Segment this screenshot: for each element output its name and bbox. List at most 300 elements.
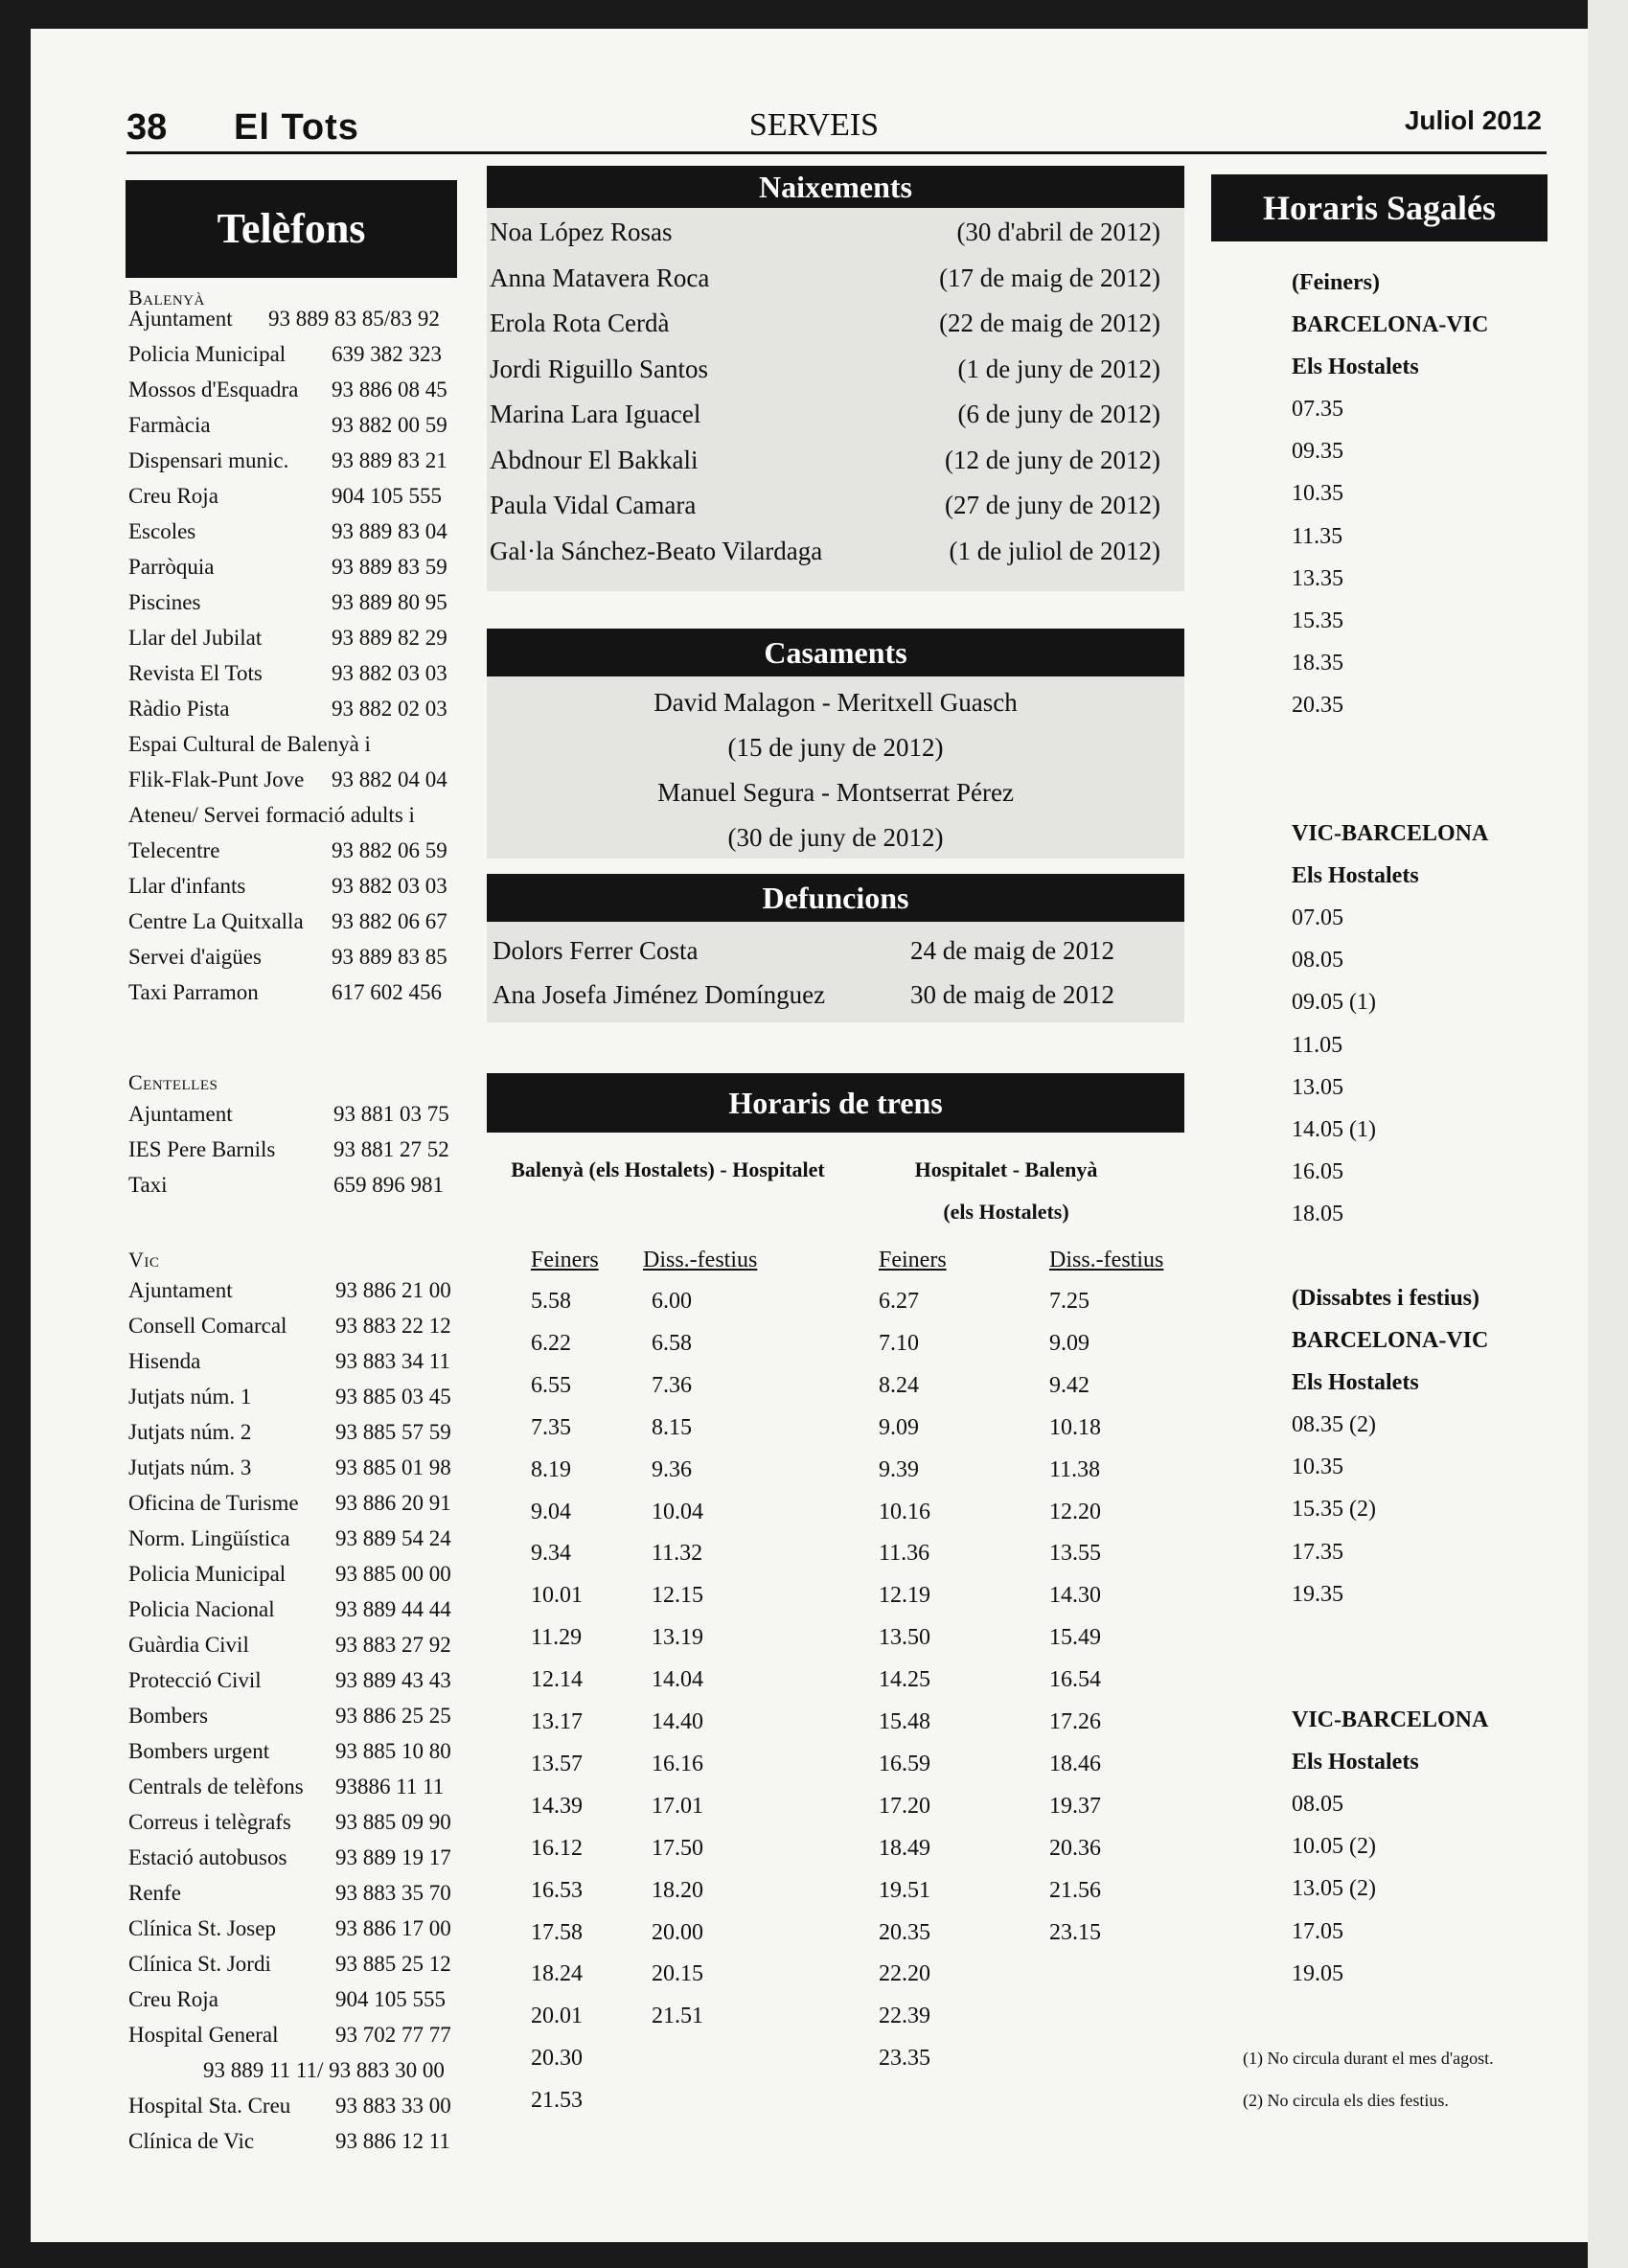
train-time-b-feiners: 11.36: [879, 1541, 930, 1567]
bus-time: 13.05 (2): [1292, 1876, 1376, 1902]
train-time-b-feiners: 22.39: [879, 2004, 930, 2029]
phone-number: 93 886 21 00: [335, 1278, 451, 1302]
train-time-a-feiners: 10.01: [531, 1583, 583, 1609]
bus-time: 10.05 (2): [1292, 1834, 1376, 1860]
route-b-feiners-header: Feiners: [879, 1248, 947, 1272]
phone-number: 93 882 03 03: [332, 874, 447, 898]
bus-time: 09.05 (1): [1292, 990, 1376, 1016]
phone-number: 93 881 03 75: [333, 1102, 449, 1126]
bus-time: 14.05 (1): [1292, 1117, 1376, 1142]
phone-label: Jutjats núm. 2: [128, 1420, 252, 1444]
train-time-a-festius: 14.04: [652, 1667, 703, 1693]
train-time-a-festius: 7.36: [652, 1372, 692, 1398]
phone-label: Hisenda: [128, 1349, 201, 1373]
bus-time: 17.05: [1292, 1918, 1343, 1944]
phone-row: [128, 1491, 473, 1520]
phone-row: [128, 1775, 473, 1803]
train-time-b-festius: 9.42: [1049, 1372, 1089, 1398]
phone-number: 93 883 35 70: [335, 1881, 451, 1905]
phone-label: Norm. Lingüística: [128, 1526, 290, 1550]
sagales-route-bcn-vic-2: BARCELONA-VIC: [1292, 1328, 1489, 1353]
bus-time: 13.35: [1292, 565, 1343, 591]
phone-row: [128, 1987, 473, 2016]
phone-number: 93 889 54 24: [335, 1526, 451, 1550]
phone-label: Hospital General: [128, 2023, 279, 2047]
death-name-1: Dolors Ferrer Costa: [493, 936, 699, 965]
route-a-heading: Balenyà (els Hostalets) - Hospitalet: [511, 1157, 825, 1181]
train-time-b-festius: 19.37: [1049, 1793, 1101, 1819]
sagales-route-bcn-vic-1: BARCELONA-VIC: [1292, 312, 1489, 337]
birth-row: [490, 537, 1160, 575]
birth-row: [490, 355, 1160, 393]
phone-label: Flik-Flak-Punt Jove: [128, 767, 305, 791]
train-time-b-festius: 12.20: [1049, 1499, 1101, 1524]
phone-label: Jutjats núm. 3: [128, 1455, 252, 1479]
phone-row: [128, 1916, 473, 1945]
phone-row: [128, 1952, 473, 1981]
phone-label: IES Pere Barnils: [128, 1137, 276, 1161]
phone-number: 93 702 77 77: [335, 2023, 451, 2047]
train-time-b-feiners: 10.16: [879, 1499, 930, 1524]
phone-row: [128, 1845, 473, 1874]
phone-row: [128, 484, 473, 513]
phone-number: 93 889 43 43: [335, 1668, 451, 1692]
phone-number: 93 883 27 92: [335, 1633, 451, 1657]
train-time-b-feiners: 15.48: [879, 1709, 930, 1734]
phone-label: Creu Roja: [128, 1987, 218, 2011]
phone-label: Revista El Tots: [128, 661, 263, 685]
casaments-title: Casaments: [487, 629, 1184, 676]
bus-time: 10.35: [1292, 481, 1343, 507]
phone-label: Clínica de Vic: [128, 2129, 255, 2153]
route-b-heading-1: Hospitalet - Balenyà: [914, 1157, 1098, 1181]
phone-row: [128, 2129, 473, 2158]
train-time-a-feiners: 20.01: [531, 2004, 583, 2029]
phone-label: Ateneu/ Servei formació adults i: [128, 803, 415, 827]
train-time-a-festius: 14.40: [652, 1709, 703, 1734]
phone-label: Policia Municipal: [128, 342, 287, 366]
train-time-a-festius: 9.36: [652, 1456, 692, 1482]
phone-row: [128, 661, 473, 690]
birth-name: Gal·la Sánchez-Beato Vilardaga: [490, 536, 823, 565]
phone-row: [128, 1881, 473, 1910]
sagales-stop-1: Els Hostalets: [1292, 355, 1419, 379]
bus-time: 18.05: [1292, 1202, 1343, 1227]
phone-row: [128, 1455, 473, 1484]
phone-row: [128, 1526, 473, 1555]
train-time-a-feiners: 5.58: [531, 1289, 571, 1314]
train-time-a-festius: 16.16: [652, 1751, 703, 1776]
phone-label: Escoles: [128, 519, 196, 543]
phone-row: [128, 1739, 473, 1768]
phone-label: Jutjats núm. 1: [128, 1385, 252, 1409]
train-time-a-feiners: 18.24: [531, 1961, 583, 1987]
phone-label: Renfe: [128, 1881, 181, 1905]
phone-number: 93 886 12 11: [335, 2129, 450, 2153]
phone-number: 93 889 83 85: [332, 945, 447, 969]
phone-label: Clínica St. Josep: [128, 1916, 276, 1940]
section-title: SERVEIS: [748, 107, 880, 143]
phone-number: 93 885 25 12: [335, 1952, 451, 1976]
birth-row: [490, 446, 1160, 484]
bus-time: 09.35: [1292, 439, 1343, 465]
phone-label: Telecentre: [128, 838, 220, 862]
birth-name: Paula Vidal Camara: [490, 491, 697, 519]
train-time-a-festius: 10.04: [652, 1499, 703, 1524]
train-time-b-feiners: 7.10: [879, 1330, 919, 1356]
phone-label: Llar d'infants: [128, 874, 246, 898]
phone-label: Farmàcia: [128, 413, 211, 437]
train-time-b-festius: 7.25: [1049, 1289, 1089, 1314]
footnote-1: (1) No circula durant el mes d'agost.: [1243, 2049, 1494, 2068]
phone-number: 93 886 20 91: [335, 1491, 451, 1515]
train-time-b-feiners: 20.35: [879, 1919, 930, 1945]
phone-row: [128, 803, 473, 832]
phone-number: 93 885 10 80: [335, 1739, 451, 1763]
birth-date: (17 de maig de 2012): [939, 263, 1160, 292]
phone-row: [128, 1810, 473, 1839]
naixements-title: Naixements: [487, 166, 1184, 208]
phone-row: [128, 1173, 473, 1202]
birth-date: (27 de juny de 2012): [945, 491, 1160, 519]
bus-time: 19.05: [1292, 1960, 1343, 1986]
phone-label: Clínica St. Jordi: [128, 1952, 271, 1976]
train-time-b-festius: 18.46: [1049, 1751, 1101, 1776]
phone-row: [128, 1562, 473, 1591]
train-time-b-festius: 16.54: [1049, 1667, 1101, 1693]
phone-row: [128, 980, 473, 1009]
wedding-couple-1: David Malagon - Meritxell Guasch: [653, 688, 1018, 717]
bus-time: 16.05: [1292, 1159, 1343, 1185]
phone-group-heading: Centelles: [128, 1070, 218, 1094]
sagales-title: Horaris Sagalés: [1211, 174, 1548, 241]
phone-number: 93 882 06 67: [332, 909, 447, 933]
phone-label: Ràdio Pista: [128, 697, 230, 721]
issue-date: Juliol 2012: [1404, 105, 1542, 135]
train-time-a-feiners: 16.53: [531, 1877, 583, 1903]
phone-row: [128, 307, 473, 335]
train-time-a-festius: 13.19: [652, 1625, 703, 1651]
train-time-a-festius: 11.32: [652, 1541, 703, 1567]
train-time-b-feiners: 13.50: [879, 1625, 930, 1651]
bus-time: 10.35: [1292, 1455, 1343, 1480]
phone-row: [128, 1597, 473, 1626]
train-time-b-feiners: 16.59: [879, 1751, 930, 1776]
phone-label: Centrals de telèfons: [128, 1775, 304, 1798]
phone-row: [128, 1137, 473, 1166]
phone-label: Taxi Parramon: [128, 980, 259, 1004]
phone-row: [128, 1314, 473, 1342]
phone-number: 617 602 456: [332, 980, 442, 1004]
bus-time: 11.05: [1292, 1032, 1343, 1058]
phone-number: 93 889 83 04: [332, 519, 447, 543]
phone-number: 93 889 19 17: [335, 1845, 451, 1869]
phone-number: 93 883 34 11: [335, 1349, 450, 1373]
phone-number: 659 896 981: [333, 1173, 444, 1197]
phone-number: 93 885 01 98: [335, 1455, 451, 1479]
phone-number: 904 105 555: [332, 484, 442, 508]
birth-row: [490, 218, 1160, 256]
birth-name: Marina Lara Iguacel: [490, 400, 701, 428]
death-name-2: Ana Josefa Jiménez Domínguez: [493, 980, 826, 1009]
bus-time: 15.35 (2): [1292, 1497, 1376, 1523]
phone-label: Ajuntament: [128, 307, 233, 331]
bus-time: 08.05: [1292, 1792, 1343, 1817]
train-time-b-festius: 17.26: [1049, 1709, 1101, 1734]
phone-row: [128, 909, 473, 938]
train-time-b-feiners: 18.49: [879, 1835, 930, 1861]
train-time-a-festius: 8.15: [652, 1414, 692, 1440]
phone-number: 93 886 17 00: [335, 1916, 451, 1940]
phone-row: [128, 1102, 473, 1131]
death-date-1: 24 de maig de 2012: [910, 936, 1114, 965]
sagales-route-vic-bcn-2: VIC-BARCELONA: [1292, 1707, 1489, 1732]
sagales-stop-2: Els Hostalets: [1292, 863, 1419, 888]
birth-date: (12 de juny de 2012): [945, 445, 1160, 474]
train-time-a-feiners: 13.57: [531, 1751, 583, 1776]
birth-date: (1 de juliol de 2012): [949, 536, 1160, 565]
phone-group-heading: Vic: [128, 1248, 160, 1271]
phone-number: 93 881 27 52: [333, 1137, 449, 1161]
birth-date: (30 d'abril de 2012): [956, 218, 1160, 246]
birth-date: (1 de juny de 2012): [957, 354, 1160, 383]
phone-number: 93 889 83 85/83 92: [268, 307, 440, 331]
phone-number: 93 889 11 11/ 93 883 30 00: [203, 2058, 445, 2082]
train-time-b-feiners: 17.20: [879, 1793, 930, 1819]
phone-number: 93 889 83 21: [332, 448, 447, 472]
phone-row: [128, 1349, 473, 1378]
train-time-a-feiners: 9.04: [531, 1499, 571, 1524]
birth-name: Anna Matavera Roca: [490, 263, 710, 292]
phone-number: 93 882 03 03: [332, 661, 447, 685]
train-time-a-feiners: 6.22: [531, 1330, 571, 1356]
wedding-date-1: (15 de juny de 2012): [727, 733, 944, 762]
train-time-a-feiners: 16.12: [531, 1835, 583, 1861]
phone-label: Espai Cultural de Balenyà i: [128, 732, 371, 756]
phone-label: Parròquia: [128, 555, 215, 579]
train-time-b-festius: 11.38: [1049, 1456, 1101, 1482]
sagales-stop-3: Els Hostalets: [1292, 1370, 1419, 1395]
phone-row: [128, 1633, 473, 1661]
phone-number: 93886 11 11: [335, 1775, 445, 1798]
train-time-b-feiners: 6.27: [879, 1289, 919, 1314]
bus-time: 20.35: [1292, 693, 1343, 719]
phone-number: 93 889 44 44: [335, 1597, 451, 1621]
route-b-festius-header: Diss.-festius: [1049, 1248, 1164, 1272]
train-time-a-feiners: 21.53: [531, 2088, 583, 2114]
bus-time: 17.35: [1292, 1539, 1343, 1565]
train-time-a-festius: 21.51: [652, 2004, 703, 2029]
train-time-a-feiners: 11.29: [531, 1625, 583, 1651]
birth-row: [490, 309, 1160, 347]
phone-row: [128, 838, 473, 867]
wedding-date-2: (30 de juny de 2012): [727, 823, 944, 852]
wedding-couple-2: Manuel Segura - Montserrat Pérez: [657, 778, 1014, 807]
phone-number: 93 889 82 29: [332, 626, 447, 650]
train-time-b-feiners: 8.24: [879, 1372, 919, 1398]
phone-row: [128, 945, 473, 974]
phone-label: Mossos d'Esquadra: [128, 378, 299, 401]
train-time-a-festius: 12.15: [652, 1583, 703, 1609]
phone-row: [128, 697, 473, 725]
train-time-a-feiners: 7.35: [531, 1414, 571, 1440]
phone-label: Policia Nacional: [128, 1597, 275, 1621]
train-time-b-feiners: 12.19: [879, 1583, 930, 1609]
phone-number: 904 105 555: [335, 1987, 446, 2011]
train-time-b-festius: 23.15: [1049, 1919, 1101, 1945]
birth-row: [490, 400, 1160, 438]
bus-time: 07.35: [1292, 397, 1343, 422]
phone-label: Consell Comarcal: [128, 1314, 287, 1338]
phone-label: Protecció Civil: [128, 1668, 262, 1692]
phone-number: 93 886 08 45: [332, 378, 447, 401]
phone-number: 93 885 00 00: [335, 1562, 451, 1586]
phone-label: Ajuntament: [128, 1278, 233, 1302]
phone-label: Bombers urgent: [128, 1739, 270, 1763]
publication-name: El Tots: [234, 107, 359, 148]
train-time-b-feiners: 22.20: [879, 1961, 930, 1987]
bus-time: 08.05: [1292, 948, 1343, 974]
phone-row: [128, 767, 473, 796]
birth-date: (6 de juny de 2012): [957, 400, 1160, 428]
phone-number: 93 882 02 03: [332, 697, 447, 721]
page-number: 38: [126, 107, 168, 148]
bus-time: 18.35: [1292, 651, 1343, 676]
phone-row: [128, 732, 473, 761]
birth-name: Erola Rota Cerdà: [490, 309, 670, 337]
sagales-stop-4: Els Hostalets: [1292, 1750, 1419, 1775]
train-time-a-feiners: 17.58: [531, 1919, 583, 1945]
train-time-a-festius: 17.01: [652, 1793, 703, 1819]
phone-label: Servei d'aigües: [128, 945, 262, 969]
birth-name: Abdnour El Bakkali: [490, 445, 699, 474]
bus-time: 11.35: [1292, 523, 1343, 549]
train-time-b-festius: 10.18: [1049, 1414, 1101, 1440]
phone-row: [128, 519, 473, 548]
train-time-a-feiners: 14.39: [531, 1793, 583, 1819]
birth-date: (22 de maig de 2012): [939, 309, 1160, 337]
phone-number: 93 886 25 25: [335, 1704, 451, 1728]
phone-row: [128, 2094, 473, 2122]
bus-time: 19.35: [1292, 1581, 1343, 1607]
phone-row: [128, 413, 473, 442]
phone-label: Oficina de Turisme: [128, 1491, 299, 1515]
header-rule: [126, 151, 1547, 154]
train-time-b-feiners: 19.51: [879, 1877, 930, 1903]
phone-number: 93 883 33 00: [335, 2094, 451, 2118]
train-time-a-feiners: 9.34: [531, 1541, 571, 1567]
trens-title: Horaris de trens: [487, 1073, 1184, 1133]
phone-row: [128, 1278, 473, 1307]
phone-row: [128, 874, 473, 903]
phone-row: [128, 378, 473, 406]
phone-row: [128, 2058, 473, 2087]
phone-label: Centre La Quitxalla: [128, 909, 304, 933]
phone-number: 93 883 22 12: [335, 1314, 451, 1338]
phone-row: [128, 342, 473, 371]
phone-row: [128, 1385, 473, 1413]
sagales-route-vic-bcn-1: VIC-BARCELONA: [1292, 821, 1489, 846]
route-b-heading-2: (els Hostalets): [943, 1200, 1069, 1224]
phone-label: Dispensari munic.: [128, 448, 289, 472]
phone-label: Estació autobusos: [128, 1845, 287, 1869]
death-date-2: 30 de maig de 2012: [910, 980, 1114, 1009]
birth-name: Noa López Rosas: [490, 218, 673, 246]
bus-time: 07.05: [1292, 905, 1343, 930]
phone-label: Policia Municipal: [128, 1562, 287, 1586]
phone-number: 93 885 09 90: [335, 1810, 451, 1834]
phone-group-heading: Balenyà: [128, 286, 205, 309]
phone-row: [128, 2023, 473, 2051]
phone-number: 93 885 03 45: [335, 1385, 451, 1409]
train-time-a-feiners: 13.17: [531, 1709, 583, 1734]
train-time-b-festius: 20.36: [1049, 1835, 1101, 1861]
phone-row: [128, 1420, 473, 1449]
birth-row: [490, 491, 1160, 529]
phone-number: 93 882 00 59: [332, 413, 447, 437]
phone-number: 93 885 57 59: [335, 1420, 451, 1444]
phone-row: [128, 555, 473, 584]
train-time-a-festius: 6.00: [652, 1289, 692, 1314]
phone-row: [128, 1704, 473, 1732]
sagales-festius-label: (Dissabtes i festius): [1292, 1286, 1479, 1311]
train-time-a-feiners: 12.14: [531, 1667, 583, 1693]
phone-row: [128, 1668, 473, 1697]
phone-label: Bombers: [128, 1704, 209, 1728]
phone-row: [128, 626, 473, 654]
birth-name: Jordi Riguillo Santos: [490, 354, 709, 383]
train-time-a-feiners: 6.55: [531, 1372, 571, 1398]
phone-label: Piscines: [128, 590, 201, 614]
train-time-b-festius: 13.55: [1049, 1541, 1101, 1567]
train-time-b-festius: 21.56: [1049, 1877, 1101, 1903]
train-time-b-feiners: 9.09: [879, 1414, 919, 1440]
defuncions-title: Defuncions: [487, 874, 1184, 922]
sagales-feiners-label: (Feiners): [1292, 270, 1380, 295]
phone-number: 93 882 04 04: [332, 767, 447, 791]
bus-time: 13.05: [1292, 1074, 1343, 1100]
telefons-title: Telèfons: [126, 180, 457, 278]
phone-label: Ajuntament: [128, 1102, 233, 1126]
train-time-a-feiners: 8.19: [531, 1456, 571, 1482]
phone-label: Correus i telègrafs: [128, 1810, 291, 1834]
train-time-b-festius: 14.30: [1049, 1583, 1101, 1609]
phone-label: Hospital Sta. Creu: [128, 2094, 291, 2118]
phone-number: 93 882 06 59: [332, 838, 447, 862]
train-time-a-festius: 6.58: [652, 1330, 692, 1356]
train-time-b-festius: 15.49: [1049, 1625, 1101, 1651]
phone-number: 639 382 323: [332, 342, 442, 366]
train-time-a-festius: 20.15: [652, 1961, 703, 1987]
train-time-b-festius: 9.09: [1049, 1330, 1089, 1356]
phone-row: [128, 448, 473, 477]
train-time-b-feiners: 23.35: [879, 2046, 930, 2072]
train-time-a-festius: 17.50: [652, 1835, 703, 1861]
route-a-festius-header: Diss.-festius: [643, 1248, 758, 1272]
scan-top-border: [0, 0, 1628, 29]
train-time-b-feiners: 9.39: [879, 1456, 919, 1482]
phone-number: 93 889 80 95: [332, 590, 447, 614]
train-time-a-feiners: 20.30: [531, 2046, 583, 2072]
train-time-a-festius: 18.20: [652, 1877, 703, 1903]
phone-label: Guàrdia Civil: [128, 1633, 249, 1657]
phone-row: [128, 590, 473, 619]
phone-number: 93 889 83 59: [332, 555, 447, 579]
phone-label: Taxi: [128, 1173, 168, 1197]
route-a-feiners-header: Feiners: [531, 1248, 599, 1272]
birth-row: [490, 263, 1160, 302]
bus-time: 15.35: [1292, 608, 1343, 633]
